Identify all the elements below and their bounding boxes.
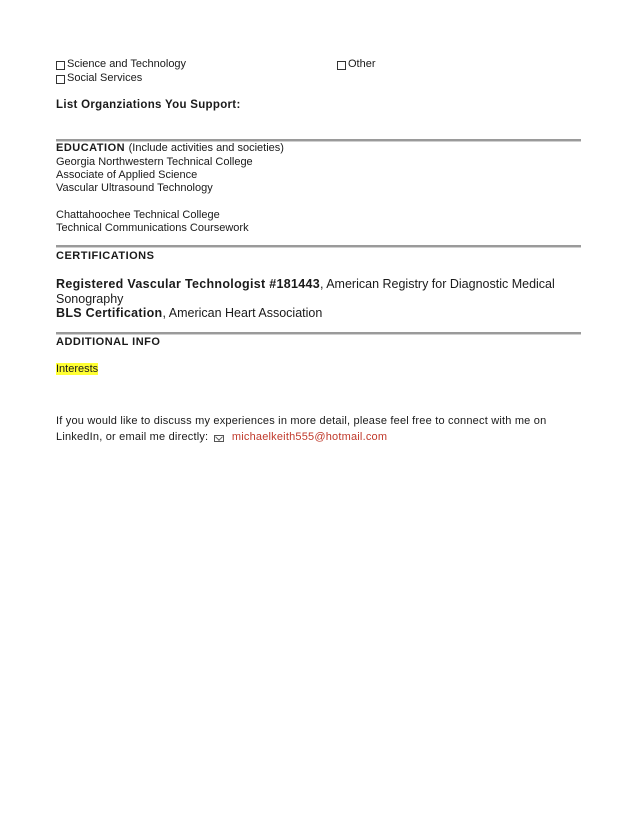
- education-field-2: Technical Communications Coursework: [56, 222, 249, 234]
- checkbox-icon[interactable]: [337, 61, 346, 70]
- checkbox-label-science: Science and Technology: [67, 58, 187, 70]
- education-heading: EDUCATION: [56, 142, 126, 154]
- education-degree-1: Associate of Applied Science: [56, 169, 198, 181]
- certification-1-issuer-cont: Sonography: [56, 292, 124, 306]
- certification-2-issuer: , American Heart Association: [162, 306, 323, 320]
- education-school-1: Georgia Northwestern Technical College: [56, 156, 253, 168]
- additional-info-heading: ADDITIONAL INFO: [56, 336, 161, 348]
- interests-highlight: [56, 363, 98, 376]
- certifications-heading: CERTIFICATIONS: [56, 250, 155, 262]
- certification-2-title: BLS Certification: [56, 306, 163, 320]
- checkbox-science-technology[interactable]: [56, 58, 186, 71]
- checkbox-icon[interactable]: [56, 75, 65, 84]
- certification-1: [56, 277, 586, 292]
- checkbox-other[interactable]: [337, 58, 376, 71]
- certification-2: [56, 306, 322, 321]
- contact-line-2: [56, 431, 387, 444]
- envelope-icon: [214, 435, 224, 442]
- section-divider: [56, 332, 581, 335]
- contact-line-1: If you would like to discuss my experiences in more detail, please feel free to connect with me on: [56, 415, 547, 427]
- checkbox-social-services[interactable]: [56, 72, 142, 85]
- checkbox-icon[interactable]: [56, 61, 65, 70]
- contact-line-2-text: LinkedIn, or email me directly:: [56, 431, 209, 443]
- education-section: [56, 142, 284, 154]
- checkbox-label-other: Other: [348, 58, 376, 70]
- education-school-2: Chattahoochee Technical College: [56, 209, 220, 221]
- education-field-1: Vascular Ultrasound Technology: [56, 182, 213, 194]
- organizations-label: List Organziations You Support:: [56, 99, 241, 111]
- interests-text: Interests: [56, 363, 99, 375]
- checkbox-label-social: Social Services: [67, 72, 143, 84]
- certification-1-issuer: , American Registry for Diagnostic Medical: [319, 277, 555, 291]
- section-divider: [56, 245, 581, 248]
- email-link[interactable]: michaelkeith555@hotmail.com: [231, 431, 388, 443]
- certification-1-title: Registered Vascular Technologist #181443: [56, 277, 320, 291]
- education-subheading: (Include activities and societies): [128, 142, 284, 154]
